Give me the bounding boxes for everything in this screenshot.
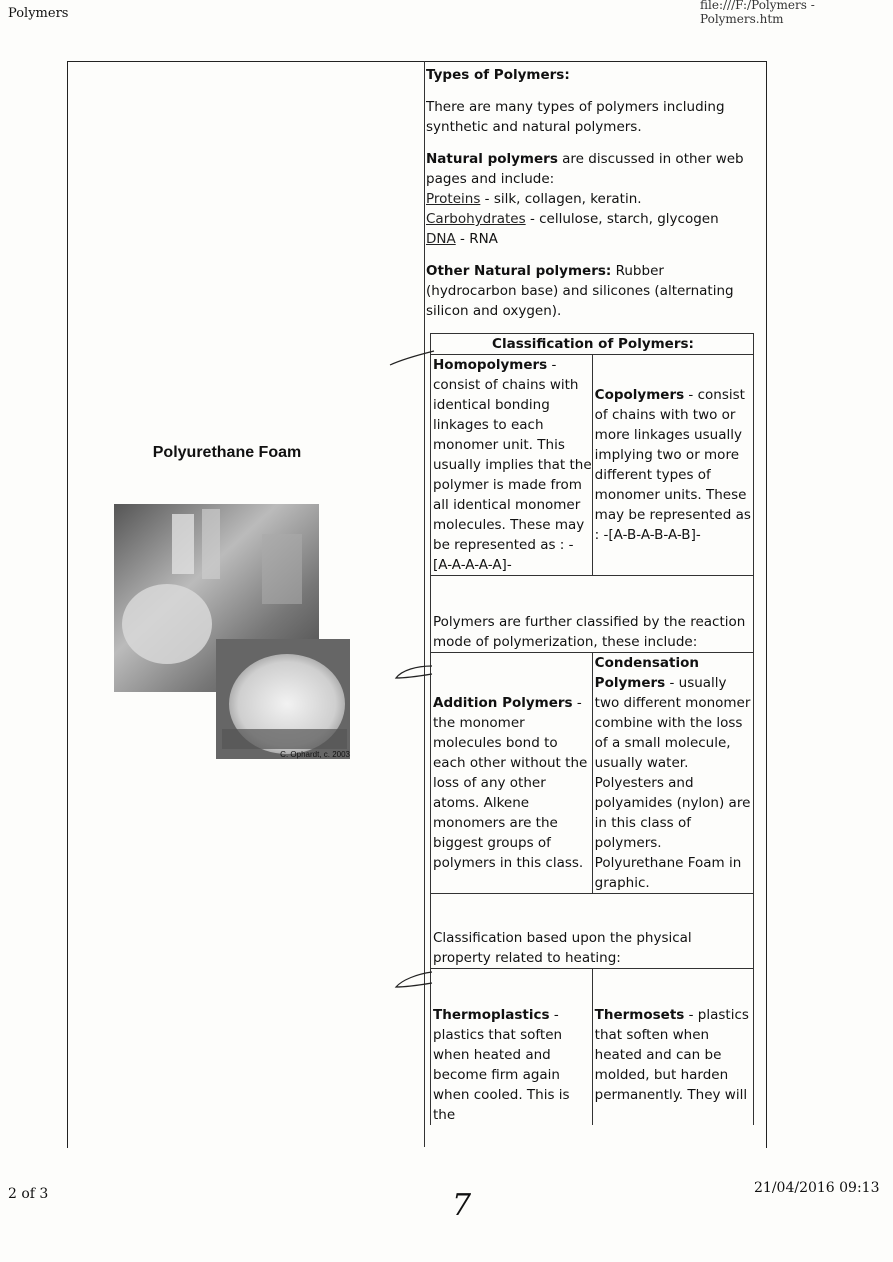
reaction-mode-intro: Polymers are further classified by the reaction mode of polymerization, these include:: [431, 576, 754, 653]
classification-table: [430, 333, 754, 1125]
figure-credit: C. Ophardt, c. 2003: [280, 750, 350, 759]
handwritten-arrow-mark: [392, 968, 437, 993]
proteins-link[interactable]: Proteins: [426, 191, 481, 207]
thermoplastics-label: Thermoplastics: [433, 1007, 550, 1023]
figure-photo: [112, 474, 352, 759]
homopolymers-text: - consist of chains with identical bonding linkages to each monomer unit. This usually implies that the polymer is made from all identical monomer molecules. These may be represented as : -[A-A-A-A-A]-: [433, 357, 592, 573]
carbohydrates-link[interactable]: Carbohydrates: [426, 211, 526, 227]
thermoplastics-text: - plastics that soften when heated and become firm again when cooled. This is the: [433, 1007, 570, 1123]
main-content: [426, 63, 756, 1125]
copolymers-text: - consist of chains with two or more linkages usually implying two or more different types of monomer units. These may be represented as : -[A-B-A-B-A-B]-: [594, 387, 751, 543]
figure: [112, 444, 352, 759]
copolymers-cell: [592, 355, 753, 576]
copolymers-label: Copolymers: [594, 387, 685, 403]
handwritten-page-number: 7: [452, 1188, 472, 1223]
condensation-polymers-text: - usually two different monomer combine with the loss of a small molecule, usually water. Polyesters and polyamides (nylon) are in this class of polymers. Polyurethane Foam in graphic.: [594, 675, 751, 891]
thermosets-text: - plastics that soften when heated and can be molded, but harden permanently. They will: [594, 1007, 749, 1103]
types-heading: Types of Polymers:: [426, 67, 570, 83]
thermoplastics-cell: [431, 969, 593, 1126]
proteins-text: - silk, collagen, keratin.: [480, 191, 642, 207]
dna-link[interactable]: DNA: [426, 231, 456, 247]
carbohydrates-text: - cellulose, starch, glycogen: [525, 211, 719, 227]
natural-polymers-text: are discussed in other web pages and include:: [426, 151, 744, 187]
homopolymers-label: Homopolymers: [433, 357, 548, 373]
dna-text: - RNA: [455, 231, 498, 247]
addition-polymers-label: Addition Polymers: [433, 695, 573, 711]
types-intro: There are many types of polymers including synthetic and natural polymers.: [426, 99, 725, 135]
header-page-title: Polymers: [8, 6, 69, 21]
footer-page-number: 2 of 3: [8, 1186, 49, 1202]
figure-title: Polyurethane Foam: [152, 444, 302, 461]
condensation-polymers-cell: [592, 653, 753, 894]
footer-datetime: 21/04/2016 09:13: [754, 1180, 880, 1196]
addition-polymers-text: - the monomer molecules bond to each other without the loss of any other atoms. Alkene monomers are the biggest groups of polymers in this class.: [433, 695, 588, 871]
thermosets-cell: [592, 969, 753, 1126]
natural-polymers-label: Natural polymers: [426, 151, 558, 167]
polyurethane-foam-photo: [112, 474, 352, 759]
other-polymers-text: Rubber (hydrocarbon base) and silicones (alternating silicon and oxygen).: [426, 263, 734, 319]
condensation-polymers-label: Condensation Polymers: [594, 655, 700, 691]
addition-polymers-cell: [431, 653, 593, 894]
physical-property-intro: Classification based upon the physical property related to heating:: [431, 894, 754, 969]
thermosets-label: Thermosets: [594, 1007, 685, 1023]
handwritten-tick-mark: [388, 345, 438, 370]
header-file-path: file:///F:/Polymers - Polymers.htm: [700, 0, 815, 26]
homopolymers-cell: [431, 355, 593, 576]
classification-heading: Classification of Polymers:: [431, 334, 754, 355]
other-polymers-label: Other Natural polymers:: [426, 263, 612, 279]
handwritten-arrow-mark: [392, 660, 437, 685]
